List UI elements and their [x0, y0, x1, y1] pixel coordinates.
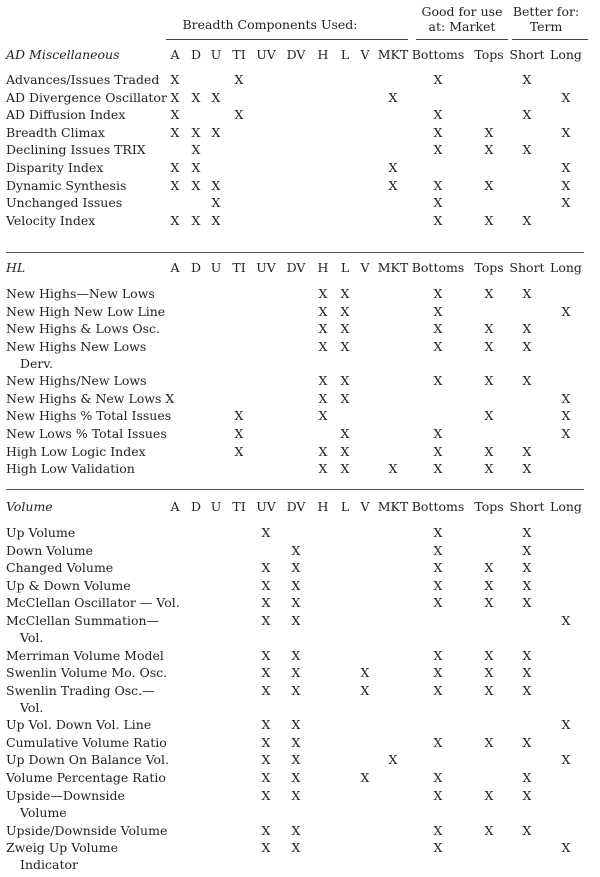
- mark-d: X: [191, 178, 201, 193]
- row-name: AD Diffusion Index: [6, 107, 126, 122]
- mark-l: X: [340, 339, 350, 354]
- mark-long: X: [561, 125, 571, 140]
- mark-a: X: [170, 160, 180, 175]
- mark-dv: X: [291, 560, 301, 575]
- mark-tops: X: [484, 578, 494, 593]
- mark-short: X: [522, 595, 532, 610]
- mark-tops: X: [484, 142, 494, 157]
- mark-ti: X: [234, 408, 244, 423]
- mark-a: X: [170, 125, 180, 140]
- mark-dv: X: [291, 717, 301, 732]
- mark-short: X: [522, 444, 532, 459]
- row-name: Up Vol. Down Vol. Line: [6, 717, 152, 732]
- row-name: Up Volume: [6, 525, 76, 540]
- row-name: Down Volume: [6, 543, 93, 558]
- mark-dv: X: [291, 543, 301, 558]
- column-header-short: Short: [509, 47, 545, 62]
- mark-bottoms: X: [433, 195, 443, 210]
- column-header-bottoms: Bottoms: [411, 499, 465, 514]
- mark-tops: X: [484, 125, 494, 140]
- good-for-underline: [416, 39, 508, 40]
- section-divider: [6, 489, 584, 490]
- mark-a: X: [170, 72, 180, 87]
- row-name: Up Down On Balance Vol.: [6, 752, 169, 767]
- mark-dv: X: [291, 823, 301, 838]
- row-name: Zweig Up Volume: [6, 840, 118, 855]
- column-header-v: V: [360, 499, 370, 514]
- mark-v: X: [360, 683, 370, 698]
- mark-v: X: [360, 665, 370, 680]
- mark-long: X: [561, 840, 571, 855]
- row-name: Breadth Climax: [6, 125, 105, 140]
- row-name: Declining Issues TRIX: [6, 142, 146, 157]
- mark-dv: X: [291, 735, 301, 750]
- mark-uv: X: [261, 823, 271, 838]
- mark-ti: X: [234, 72, 244, 87]
- good-for-header-line1: Good for use: [421, 4, 503, 19]
- column-header-mkt: MKT: [377, 47, 409, 62]
- mark-l: X: [340, 373, 350, 388]
- mark-mkt: X: [388, 178, 398, 193]
- mark-short: X: [522, 339, 532, 354]
- column-header-tops: Tops: [474, 260, 504, 275]
- mark-bottoms: X: [433, 142, 443, 157]
- column-header-long: Long: [550, 260, 582, 275]
- mark-tops: X: [484, 373, 494, 388]
- mark-dv: X: [291, 648, 301, 663]
- mark-tops: X: [484, 178, 494, 193]
- mark-dv: X: [291, 613, 301, 628]
- better-for-underline: [512, 39, 588, 40]
- mark-bottoms: X: [433, 213, 443, 228]
- row-name: New Highs % Total Issues: [6, 408, 172, 423]
- mark-tops: X: [484, 213, 494, 228]
- good-for-header-line2: at: Market: [428, 19, 496, 34]
- section-title: AD Miscellaneous: [6, 47, 120, 62]
- mark-mkt: X: [388, 752, 398, 767]
- mark-long: X: [561, 90, 571, 105]
- better-for-header-line2: Term: [529, 19, 563, 34]
- mark-mkt: X: [388, 90, 398, 105]
- mark-dv: X: [291, 788, 301, 803]
- mark-bottoms: X: [433, 72, 443, 87]
- mark-dv: X: [291, 770, 301, 785]
- mark-bottoms: X: [433, 665, 443, 680]
- mark-a: X: [170, 178, 180, 193]
- column-header-u: U: [210, 499, 222, 514]
- mark-d: X: [191, 160, 201, 175]
- row-name: Merriman Volume Model: [6, 648, 164, 663]
- mark-bottoms: X: [433, 823, 443, 838]
- mark-uv: X: [261, 683, 271, 698]
- row-name: Advances/Issues Traded: [6, 72, 160, 87]
- row-name-continuation: Derv.: [20, 356, 53, 371]
- column-header-uv: UV: [256, 260, 276, 275]
- row-name: Volume Percentage Ratio: [6, 770, 166, 785]
- mark-uv: X: [261, 752, 271, 767]
- column-header-tops: Tops: [474, 499, 504, 514]
- mark-uv: X: [261, 735, 271, 750]
- row-name: New High New Low Line: [6, 304, 166, 319]
- mark-tops: X: [484, 286, 494, 301]
- row-name: AD Divergence Oscillator: [6, 90, 167, 105]
- mark-long: X: [561, 195, 571, 210]
- mark-long: X: [561, 160, 571, 175]
- column-header-h: H: [317, 499, 329, 514]
- row-name: High Low Logic Index: [6, 444, 146, 459]
- mark-bottoms: X: [433, 770, 443, 785]
- column-header-dv: DV: [286, 499, 306, 514]
- mark-tops: X: [484, 560, 494, 575]
- mark-short: X: [522, 213, 532, 228]
- mark-h: X: [318, 286, 328, 301]
- row-name: New Highs/New Lows: [6, 373, 147, 388]
- row-name-continuation: Vol.: [20, 700, 44, 715]
- mark-bottoms: X: [433, 444, 443, 459]
- mark-a: X: [170, 90, 180, 105]
- mark-tops: X: [484, 665, 494, 680]
- mark-short: X: [522, 321, 532, 336]
- mark-bottoms: X: [433, 560, 443, 575]
- mark-l: X: [340, 461, 350, 476]
- mark-short: X: [522, 683, 532, 698]
- mark-uv: X: [261, 665, 271, 680]
- column-header-ti: TI: [232, 499, 246, 514]
- column-header-tops: Tops: [474, 47, 504, 62]
- column-header-v: V: [360, 47, 370, 62]
- breadth-components-header: Breadth Components Used:: [182, 17, 358, 32]
- mark-short: X: [522, 788, 532, 803]
- row-name-continuation: Vol.: [20, 630, 44, 645]
- column-header-uv: UV: [256, 47, 276, 62]
- row-name: Swenlin Trading Osc.—: [6, 683, 155, 698]
- mark-l: X: [340, 304, 350, 319]
- row-name: Swenlin Volume Mo. Osc.: [6, 665, 168, 680]
- column-header-v: V: [360, 260, 370, 275]
- mark-short: X: [522, 560, 532, 575]
- mark-h: X: [318, 461, 328, 476]
- mark-long: X: [561, 408, 571, 423]
- column-header-uv: UV: [256, 499, 276, 514]
- mark-bottoms: X: [433, 321, 443, 336]
- row-name: Upside—Downside: [6, 788, 125, 803]
- column-header-bottoms: Bottoms: [411, 260, 465, 275]
- mark-tops: X: [484, 648, 494, 663]
- mark-short: X: [522, 823, 532, 838]
- mark-bottoms: X: [433, 788, 443, 803]
- mark-bottoms: X: [433, 578, 443, 593]
- mark-short: X: [522, 107, 532, 122]
- mark-bottoms: X: [433, 461, 443, 476]
- mark-bottoms: X: [433, 683, 443, 698]
- mark-ti: X: [234, 107, 244, 122]
- mark-tops: X: [484, 595, 494, 610]
- column-header-long: Long: [550, 499, 582, 514]
- mark-tops: X: [484, 788, 494, 803]
- mark-a: X: [170, 213, 180, 228]
- mark-long: X: [561, 178, 571, 193]
- mark-u: X: [211, 125, 221, 140]
- mark-h: X: [318, 408, 328, 423]
- mark-tops: X: [484, 683, 494, 698]
- row-name: High Low Validation: [6, 461, 135, 476]
- column-header-a: A: [170, 499, 180, 514]
- mark-d: X: [191, 213, 201, 228]
- column-header-mkt: MKT: [377, 260, 409, 275]
- column-header-short: Short: [509, 260, 545, 275]
- mark-dv: X: [291, 665, 301, 680]
- mark-short: X: [522, 373, 532, 388]
- mark-bottoms: X: [433, 543, 443, 558]
- row-name: Up & Down Volume: [6, 578, 131, 593]
- mark-ti: X: [234, 444, 244, 459]
- row-name-continuation: Volume: [20, 805, 67, 820]
- mark-short: X: [522, 648, 532, 663]
- column-header-d: D: [190, 499, 202, 514]
- mark-a: X: [170, 107, 180, 122]
- mark-mkt: X: [388, 160, 398, 175]
- mark-short: X: [522, 72, 532, 87]
- column-header-l: L: [340, 260, 350, 275]
- mark-h: X: [318, 444, 328, 459]
- better-for-header-line1: Better for:: [512, 4, 580, 19]
- mark-uv: X: [261, 788, 271, 803]
- mark-uv: X: [261, 595, 271, 610]
- mark-short: X: [522, 543, 532, 558]
- column-header-l: L: [340, 47, 350, 62]
- mark-bottoms: X: [433, 339, 443, 354]
- mark-v: X: [360, 770, 370, 785]
- mark-uv: X: [261, 717, 271, 732]
- row-name: Disparity Index: [6, 160, 104, 175]
- mark-short: X: [522, 735, 532, 750]
- row-name: Dynamic Synthesis: [6, 178, 127, 193]
- column-header-short: Short: [509, 499, 545, 514]
- mark-long: X: [561, 717, 571, 732]
- mark-bottoms: X: [433, 840, 443, 855]
- mark-tops: X: [484, 408, 494, 423]
- mark-mkt: X: [388, 461, 398, 476]
- mark-short: X: [522, 578, 532, 593]
- column-header-ti: TI: [232, 47, 246, 62]
- mark-dv: X: [291, 578, 301, 593]
- mark-l: X: [340, 321, 350, 336]
- column-header-d: D: [190, 47, 202, 62]
- breadth-components-underline: [166, 39, 408, 40]
- mark-l: X: [340, 391, 350, 406]
- mark-dv: X: [291, 752, 301, 767]
- row-name: Cumulative Volume Ratio: [6, 735, 167, 750]
- mark-bottoms: X: [433, 178, 443, 193]
- column-header-a: A: [170, 47, 180, 62]
- mark-tops: X: [484, 444, 494, 459]
- mark-bottoms: X: [433, 107, 443, 122]
- mark-bottoms: X: [433, 735, 443, 750]
- mark-uv: X: [261, 770, 271, 785]
- column-header-u: U: [210, 260, 222, 275]
- mark-uv: X: [261, 525, 271, 540]
- row-name: Upside/Downside Volume: [6, 823, 168, 838]
- section-divider: [6, 252, 584, 253]
- section-title: Volume: [6, 499, 53, 514]
- column-header-l: L: [340, 499, 350, 514]
- mark-h: X: [318, 339, 328, 354]
- mark-bottoms: X: [433, 286, 443, 301]
- mark-dv: X: [291, 683, 301, 698]
- mark-h: X: [318, 321, 328, 336]
- mark-u: X: [211, 195, 221, 210]
- column-header-mkt: MKT: [377, 499, 409, 514]
- row-name: New Highs & New Lows X: [6, 391, 175, 406]
- mark-short: X: [522, 461, 532, 476]
- mark-long: X: [561, 391, 571, 406]
- mark-h: X: [318, 373, 328, 388]
- column-header-bottoms: Bottoms: [411, 47, 465, 62]
- mark-bottoms: X: [433, 595, 443, 610]
- row-name: New Highs—New Lows: [6, 286, 155, 301]
- mark-tops: X: [484, 735, 494, 750]
- column-header-dv: DV: [286, 47, 306, 62]
- row-name-continuation: Indicator: [20, 857, 78, 872]
- row-name: Velocity Index: [6, 213, 96, 228]
- mark-short: X: [522, 286, 532, 301]
- mark-tops: X: [484, 321, 494, 336]
- mark-long: X: [561, 304, 571, 319]
- mark-h: X: [318, 304, 328, 319]
- mark-long: X: [561, 752, 571, 767]
- mark-tops: X: [484, 823, 494, 838]
- mark-bottoms: X: [433, 648, 443, 663]
- row-name: New Highs New Lows: [6, 339, 147, 354]
- mark-uv: X: [261, 840, 271, 855]
- mark-long: X: [561, 426, 571, 441]
- mark-d: X: [191, 125, 201, 140]
- mark-d: X: [191, 142, 201, 157]
- mark-dv: X: [291, 840, 301, 855]
- row-name: Changed Volume: [6, 560, 114, 575]
- column-header-h: H: [317, 260, 329, 275]
- mark-u: X: [211, 90, 221, 105]
- mark-bottoms: X: [433, 373, 443, 388]
- column-header-u: U: [210, 47, 222, 62]
- row-name: Unchanged Issues: [6, 195, 123, 210]
- mark-bottoms: X: [433, 426, 443, 441]
- mark-ti: X: [234, 426, 244, 441]
- mark-l: X: [340, 286, 350, 301]
- mark-uv: X: [261, 648, 271, 663]
- mark-short: X: [522, 770, 532, 785]
- mark-tops: X: [484, 339, 494, 354]
- mark-dv: X: [291, 595, 301, 610]
- mark-short: X: [522, 665, 532, 680]
- mark-l: X: [340, 444, 350, 459]
- column-header-dv: DV: [286, 260, 306, 275]
- mark-uv: X: [261, 560, 271, 575]
- row-name: McClellan Summation—: [6, 613, 160, 628]
- column-header-long: Long: [550, 47, 582, 62]
- mark-bottoms: X: [433, 525, 443, 540]
- mark-bottoms: X: [433, 125, 443, 140]
- mark-uv: X: [261, 578, 271, 593]
- column-header-d: D: [190, 260, 202, 275]
- column-header-ti: TI: [232, 260, 246, 275]
- mark-h: X: [318, 391, 328, 406]
- row-name: New Lows % Total Issues: [6, 426, 167, 441]
- section-title: HL: [6, 260, 26, 275]
- mark-bottoms: X: [433, 304, 443, 319]
- mark-uv: X: [261, 613, 271, 628]
- mark-d: X: [191, 90, 201, 105]
- mark-tops: X: [484, 461, 494, 476]
- mark-short: X: [522, 525, 532, 540]
- column-header-a: A: [170, 260, 180, 275]
- column-header-h: H: [317, 47, 329, 62]
- mark-long: X: [561, 613, 571, 628]
- mark-u: X: [211, 178, 221, 193]
- row-name: McClellan Oscillator — Vol.: [6, 595, 180, 610]
- mark-l: X: [340, 426, 350, 441]
- mark-u: X: [211, 213, 221, 228]
- mark-short: X: [522, 142, 532, 157]
- row-name: New Highs & Lows Osc.: [6, 321, 160, 336]
